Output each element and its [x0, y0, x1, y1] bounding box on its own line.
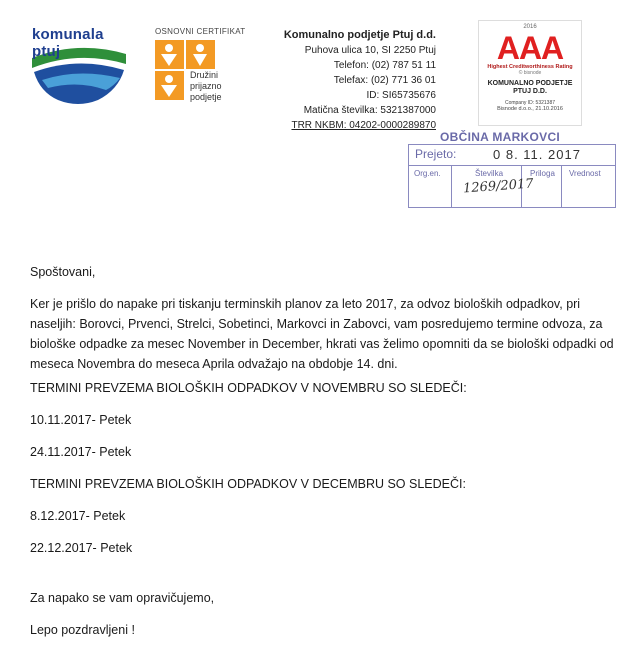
stamp-title: OBČINA MARKOVCI	[440, 130, 561, 144]
company-phone: Telefon: (02) 787 51 11	[333, 60, 436, 71]
letter-intro: Ker je prišlo do napake pri tiskanju terminskih planov za leto 2017, za odvoz bioloških odpadkov, pri naseljih: Borovci, Prvenci, Strelci, Sobetinci, Markovci in Zabovci, vam posredujemo termine odvoza, za biološke odpadke za mesec November in December, hkrati vas želimo opomniti da se biološki odpadki od meseca Novembra do meseca Aprila odvažajo na obdobje 14. dni.	[30, 297, 614, 371]
stamp-col-value: Vrednost	[569, 169, 601, 178]
cert-label-line: prijazno	[190, 81, 222, 91]
badge-company-id: Company ID: 5321387	[504, 100, 556, 106]
november-heading: TERMINI PREVZEMA BIOLOŠKIH ODPADKOV V NOVEMBRU SO SLEDEČI:	[30, 381, 467, 395]
stamp-col-number: Številka	[475, 169, 504, 178]
logo-text: komunala ptuj	[32, 26, 104, 60]
december-heading: TERMINI PREVZEMA BIOLOŠKIH ODPADKOV V DECEMBRU SO SLEDEČI:	[30, 477, 466, 491]
komunala-logo	[28, 20, 132, 108]
letter-greeting: Spoštovani,	[30, 265, 96, 279]
company-address: Puhova ulica 10, SI 2250 Ptuj	[304, 45, 436, 56]
badge-year: 2016	[523, 24, 537, 30]
company-bank-account: TRR NKBM: 04202-0000289870	[291, 120, 436, 131]
badge-bisnode: Bisnode d.o.o., 21.10.2016	[497, 106, 563, 112]
stamp-received-date: 0 8. 11. 2017	[493, 147, 581, 162]
stamp-received-label: Prejeto:	[415, 147, 457, 161]
badge-rating: AAA	[496, 30, 564, 66]
badge-source: © bisnode	[518, 70, 542, 76]
cert-label-line: Družini	[190, 70, 219, 80]
received-stamp	[408, 144, 616, 208]
stamp-divider	[561, 165, 562, 207]
company-registration: Matična številka: 5321387000	[303, 105, 436, 116]
badge-company: KOMUNALNO PODJETJE PTUJ D.D.	[487, 80, 573, 95]
letter-closing: Lepo pozdravljeni !	[30, 623, 135, 637]
december-date: 22.12.2017- Petek	[30, 541, 133, 555]
stamp-divider	[451, 165, 452, 207]
company-fax: Telefax: (02) 771 36 01	[333, 75, 436, 86]
company-info	[250, 28, 436, 133]
december-date: 8.12.2017- Petek	[30, 509, 126, 523]
stamp-date-row	[409, 145, 615, 166]
stamp-handwritten-number: 1269/2017	[462, 176, 534, 197]
company-name: Komunalno podjetje Ptuj d.d.	[283, 29, 436, 41]
stamp-col-org: Org.en.	[414, 169, 441, 178]
badge-subtitle: Highest Creditworthiness Rating	[487, 64, 573, 70]
november-date: 24.11.2017- Petek	[30, 445, 132, 459]
company-id: ID: SI65735676	[366, 90, 436, 101]
certificate-label	[190, 70, 240, 103]
stamp-col-attachment: Priloga	[530, 169, 555, 178]
cert-label-line: podjetje	[190, 92, 222, 102]
aaa-rating-badge	[478, 20, 582, 126]
november-date: 10.11.2017- Petek	[30, 413, 132, 427]
letter-apology: Za napako se vam opravičujemo,	[30, 591, 215, 605]
certificate-title: OSNOVNI CERTIFIKAT	[155, 27, 246, 36]
